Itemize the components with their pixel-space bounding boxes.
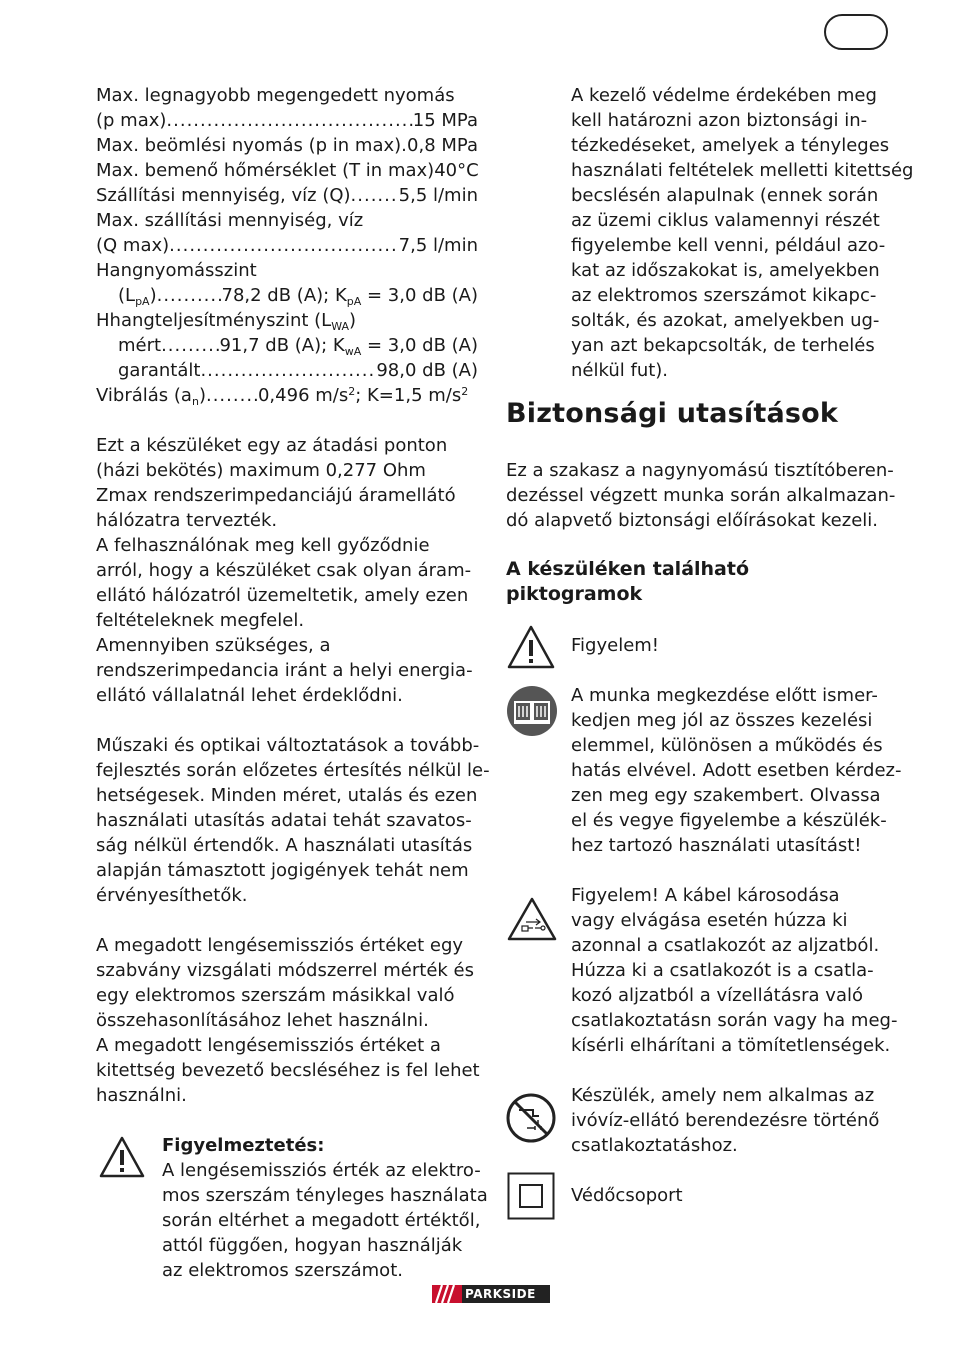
unplug-warning-icon [506, 896, 558, 942]
pictogram-no-drinking-water-text: Készülék, amely nem alkalmas az ivóvíz-ellátó berendezésre történő csatlakoztatáshoz. [571, 1085, 880, 1156]
warning-title: Figyelmeztetés: [162, 1135, 325, 1156]
spec-inlet-pressure: Max. beömlési nyomás (p in max) ..... 0,8 MPa [96, 133, 478, 158]
safety-intro: Ez a szakasz a nagynyomású tisztítóberen- dezéssel végzett munka során alkalmazan- dó alapvető biztonsági előírásokat kezeli. [506, 460, 896, 531]
spec-vibration: Vibrálás $(a_n)$ ..... 0,496 $m/s^2$; K=1,5 $m/s^2$ [96, 383, 478, 408]
spec-max-flow-title: Max. szállítási mennyiség, víz [96, 210, 364, 231]
brand-logo: PARKSIDE [432, 1285, 550, 1303]
spec-max-flow: (Q max) ..... 7,5 l/min [96, 233, 478, 258]
warning-triangle-icon [98, 1135, 146, 1179]
pictogram-protection-class-text: Védőcsoport [571, 1185, 683, 1206]
logo-stripes-icon [432, 1285, 462, 1303]
warning-triangle-icon [506, 624, 556, 670]
spec-max-pressure: (p max) ..... 15 MPa [96, 108, 478, 133]
exposure-paragraph: A kezelő védelme érdekében meg kell határozni azon biztonsági in- tézkedéseket, amelyek a tényleges használati feltételek melletti kitettség becslésén alapulnak (ennek során az üzemi ciklus valamennyi részét figyelembe kell venni, például azo- kat az időszakokat is, amelyekben az elektromos szerszámot kikapc- solták, és azokat, amelyekben ug- yan azt bekapcsolták, de terhelés nélkül fut). [571, 85, 914, 381]
warning-block: Figyelmeztetés: A lengésemissziós érték az elektro- mos szerszám tényleges használata során eltérhet a megadott értéktől, attól függően, hogyan használják az elektromos szerszámot. [162, 1135, 488, 1281]
spec-inlet-temperature: Max. bemenő hőmérséklet (T in max) 40°C [96, 160, 479, 181]
spec-sound-power-guaranteed: garantált ..... 98,0 dB (A) [96, 358, 478, 383]
language-badge [824, 14, 888, 50]
spec-sound-pressure: $(L_{pA})$ ..... 78,2 dB (A); $K_{pA} = 3,0$ dB (A) [96, 283, 478, 308]
safety-heading: Biztonsági utasítások [506, 398, 839, 429]
no-drinking-water-icon [505, 1092, 557, 1144]
spec-sound-power-title: Hhangteljesítményszint $(L_{WA})$ [96, 310, 357, 333]
spec-max-pressure-title: Max. legnagyobb megengedett nyomás [96, 85, 455, 106]
pictogram-unplug-text: Figyelem! A kábel károsodása vagy elvágása esetén húzza ki azonnal a csatlakozót az aljzatból. Húzza ki a csatlakozót is a csatla- kozó aljzatból a vízellátásra való csatlakoztatásn során vagy ha meg- kísérli elhárítani a tömítetlenségek. [571, 885, 898, 1056]
vibration-paragraph: A megadott lengésemissziós értéket egy szabvány vizsgálati módszerrel mérték és egy elektromos szerszám másikkal való összehasonlításához lehet használni. A megadott lengésemissziós értéket a kitettség bevezető becsléséhez is fel lehet használni. [96, 935, 480, 1106]
impedance-paragraph: Ezt a készüléket egy az átadási ponton (házi bekötés) maximum 0,277 Ohm Zmax rendszerimpedanciájú áramellátó hálózatra tervezték. A felhasználónak meg kell győződnie arról, hogy a készüléket csak olyan áram- ellátó hálózatról üzemeltetik, amely ezen feltételeknek megfelel. Amennyiben szükséges, a rendszerimpedancia iránt a helyi energia- ellátó vállalatnál lehet érdeklődni. [96, 435, 473, 706]
read-manual-icon [506, 685, 558, 737]
changes-paragraph: Műszaki és optikai változtatások a tovább- fejlesztés során előzetes értesítés nélkül le- hetségesek. Minden méret, utalás és ezen használati utasítás adatai tehát szavatos- ság nélkül értendők. A használati utasítás alapján támasztott jogigények tehát nem érvényesíthetők. [96, 735, 490, 906]
pictograms-heading: A készüléken található piktogramok [506, 558, 750, 605]
pictogram-manual-text: A munka megkezdése előtt ismer- kedjen meg jól az összes kezelési elemmel, különösen a működés és hatás elvével. Adott esetben kérdez- zen meg egy szakembert. Olvassa el és vegye figyelembe a készülék- hez tartozó használati utasítást! [571, 685, 902, 856]
spec-sound-power-measured: mért ..... 91,7 dB (A); $K_{wA} = 3,0$ dB (A) [96, 333, 478, 358]
protection-class-icon [507, 1172, 555, 1220]
specifications-list [96, 83, 478, 408]
spec-flow: Szállítási mennyiség, víz (Q) ..... 5,5 l/min [96, 183, 478, 208]
spec-sound-pressure-title: Hangnyomásszint [96, 260, 257, 281]
pictogram-warning-text: Figyelem! [571, 635, 660, 656]
